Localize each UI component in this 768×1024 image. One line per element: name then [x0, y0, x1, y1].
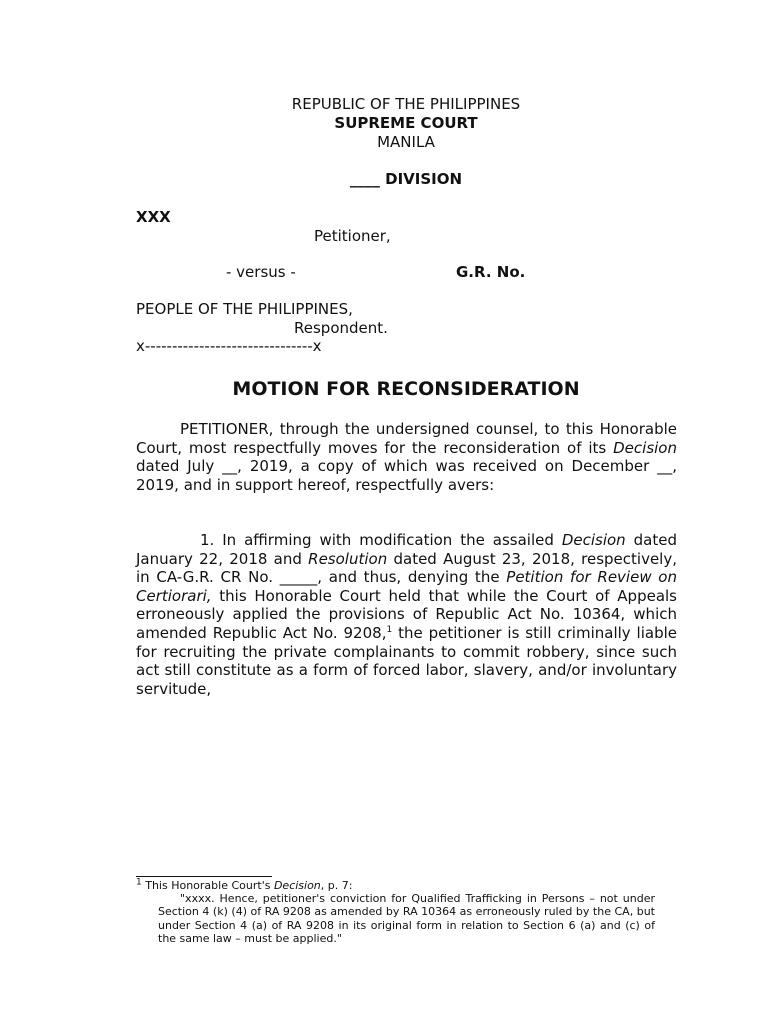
header-republic: REPUBLIC OF THE PHILIPPINES	[291, 95, 521, 113]
intro-decision-italic: Decision	[613, 438, 677, 457]
gr-number-label: G.R. No.	[456, 263, 526, 281]
footnote-quote: "xxxx. Hence, petitioner's conviction for Qualified Trafficking in Persons – not under Section 4 (k) (4) of RA 9208 as amended by RA 10364 as erroneously ruled by the CA, but under Section 4 (a) of RA 9208 in its original form in relation to Section 6 (a) and (c) of the same law – must be applied."	[158, 892, 655, 946]
footnote-lead-end: , p. 7:	[320, 879, 353, 892]
footnote-decision-italic: Decision	[273, 879, 321, 892]
footnote-lead	[136, 879, 352, 892]
para1-resolution-italic: Resolution	[308, 549, 388, 568]
para1-decision-italic: Decision	[561, 531, 626, 549]
para1-text-1: 1. In affirming with modification the assailed	[200, 531, 562, 549]
para1-text-5: the petitioner is still criminally liable for recruiting the private complainants to commit robbery, since such act still constitute as a form of forced labor, slavery, and/or involuntary servitude,	[136, 623, 677, 698]
petitioner-name: XXX	[136, 208, 171, 226]
para1-text-2: dated January 22, 2018 and	[136, 531, 677, 568]
respondent-name: PEOPLE OF THE PHILIPPINES,	[136, 300, 353, 318]
document-title: MOTION FOR RECONSIDERATION	[232, 378, 580, 400]
intro-text-1: PETITIONER, through the undersigned counsel, to this Honorable Court, most respectfully moves for the reconsideration of its	[136, 420, 677, 457]
footnote-divider	[136, 876, 272, 877]
intro-paragraph	[136, 420, 677, 494]
petitioner-role: Petitioner,	[314, 227, 391, 245]
numbered-paragraph-1	[136, 531, 677, 698]
versus-label: - versus -	[226, 263, 296, 281]
footnote-marker: 1	[136, 877, 142, 888]
intro-text-2: dated July __, 2019, a copy of which was received on December __, 2019, and in support hereof, respectfully avers:	[136, 457, 677, 494]
para1-text-4: this Honorable Court held that while the Court of Appeals erroneously applied the provisions of Republic Act No. 10364, which amended Republic Act No. 9208,	[136, 586, 677, 642]
header-court: SUPREME COURT	[334, 114, 478, 132]
para1-text-3: dated August 23, 2018, respectively, in CA-G.R. CR No. _____, and thus, denying the	[136, 549, 677, 587]
para1-petition-italic: Petition for Review on Certiorari,	[136, 568, 677, 605]
header-city: MANILA	[377, 133, 435, 151]
footnote-lead-text: This Honorable Court's	[141, 879, 274, 892]
respondent-role: Respondent.	[294, 319, 388, 337]
footnote-reference[interactable]: 1	[386, 624, 393, 635]
header-division: ____ DIVISION	[349, 170, 463, 188]
caption-separator: x-------------------------------x	[136, 337, 322, 355]
